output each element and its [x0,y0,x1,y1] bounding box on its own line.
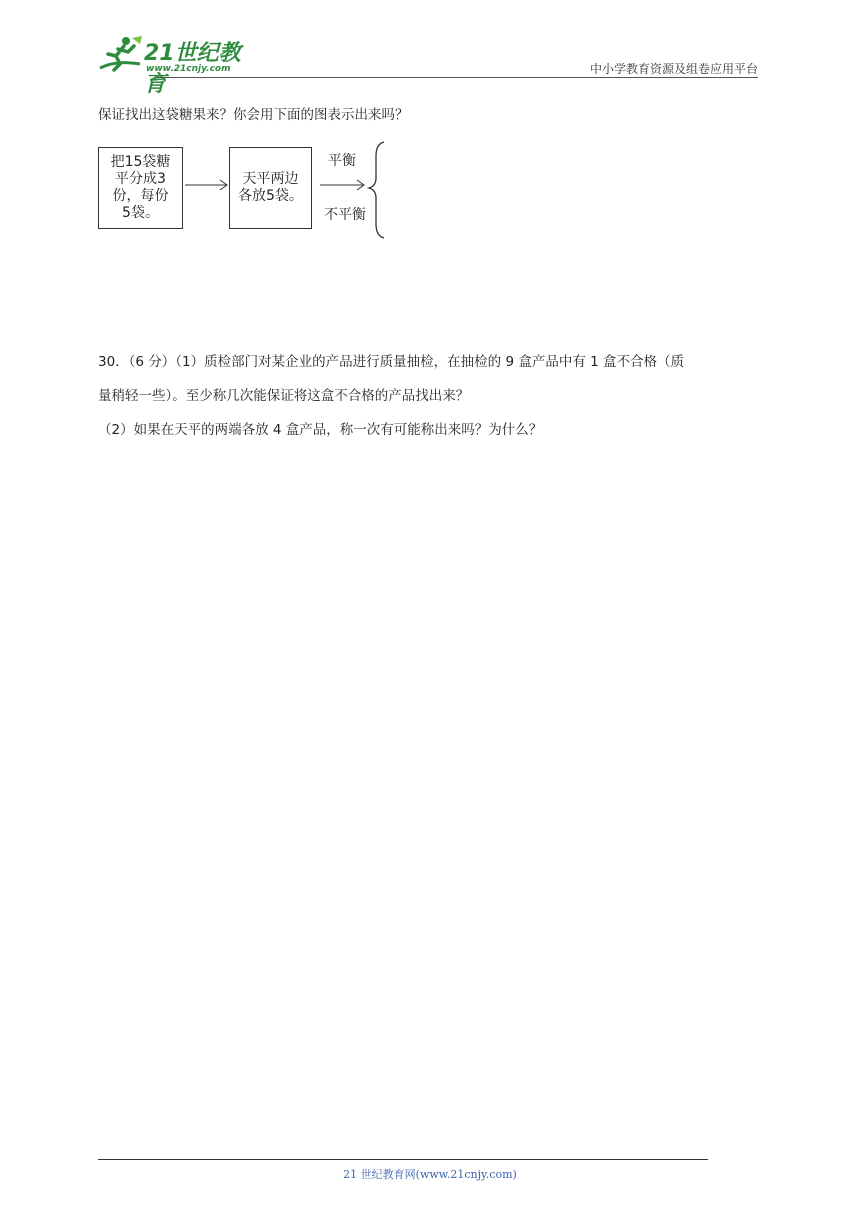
footer-link[interactable]: 21 世纪教育网(www.21cnjy.com) [343,1168,517,1181]
diagram-box-split [98,147,183,229]
box2-line: 各放5袋。 [238,188,303,204]
question-continuation: 保证找出这袋糖果来？你会用下面的图表示出来吗？ [98,107,409,123]
logo-url: www.21cnjy.com [146,64,231,74]
brace-icon [366,140,390,240]
arrow-icon [318,178,368,192]
arrow-icon [183,178,229,192]
box1-line: 5袋。 [122,205,159,221]
box1-line: 平分成3 [115,171,166,187]
running-figure-icon [96,34,144,76]
question-30-line3: （2）如果在天平的两端各放 4 盒产品，称一次有可能称出来吗？为什么？ [98,422,543,438]
header-divider [156,77,758,78]
flow-diagram [98,140,398,240]
question-30-line1: 30．（6 分）（1）质检部门对某企业的产品进行质量抽检，在抽检的 9 盒产品中有 1 盒不合格（质 [98,354,684,370]
page-header [96,32,758,97]
platform-name: 中小学教育资源及组卷应用平台 [589,62,758,76]
box1-line: 把15袋糖 [110,154,171,170]
question-30-line2: 量稍轻一些）。至少称几次能保证将这盒不合格的产品找出来？ [98,388,470,404]
logo-title: 21世纪教育 [144,41,241,97]
box2-line: 天平两边 [242,171,299,187]
logo[interactable] [96,32,256,97]
footer-divider [98,1159,708,1160]
diagram-box-weigh [229,147,312,229]
label-unbalanced: 不平衡 [324,207,366,223]
box1-line: 份，每份 [112,188,169,204]
label-balanced: 平衡 [328,153,356,169]
